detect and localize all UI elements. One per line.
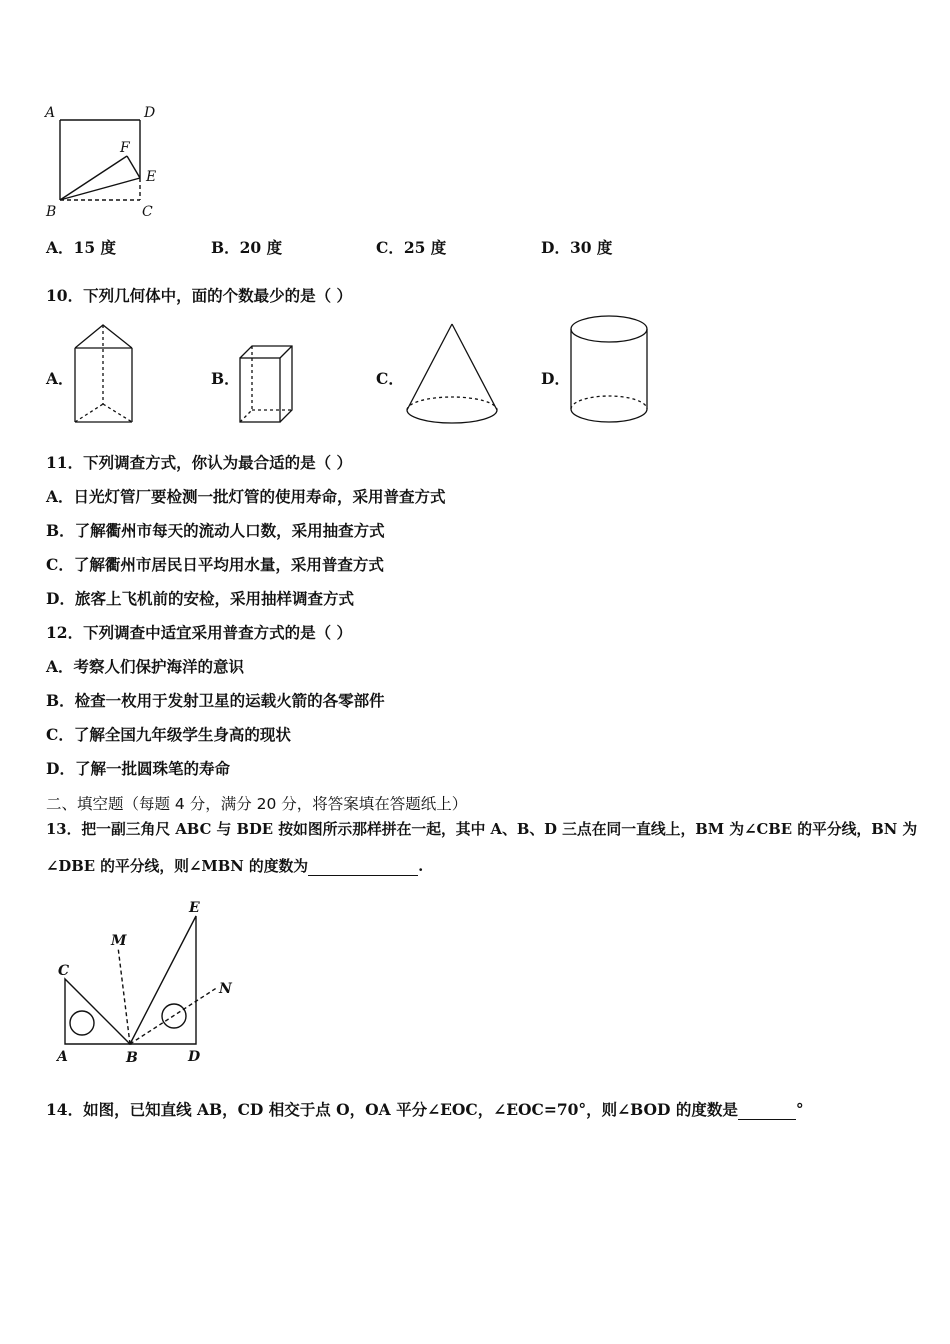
cone-figure	[400, 320, 504, 428]
rectangular-prism-figure	[234, 342, 300, 428]
q9-option-c: C．25 度	[376, 238, 447, 257]
q12-option-d: D．了解一批圆珠笔的寿命	[46, 759, 230, 778]
q14-text	[46, 1098, 804, 1120]
q9-label-E: E	[146, 169, 157, 185]
q10-option-b-label: B．	[211, 369, 240, 388]
q14-end: °	[795, 1100, 804, 1119]
q13-line2	[46, 855, 423, 876]
q11-option-b: B．了解衢州市每天的流动人口数，采用抽查方式	[46, 521, 385, 540]
q13-label-D: D	[188, 1049, 201, 1065]
q9-figure	[40, 98, 170, 223]
q13-label-C: C	[58, 963, 70, 979]
section-heading: 二、填空题（每题 4 分，满分 20 分，将答案填在答题纸上）	[46, 795, 468, 813]
q9-label-A: A	[45, 105, 56, 121]
q11-stem: 11．下列调查方式，你认为最合适的是（ ）	[46, 453, 352, 472]
cylinder-figure	[565, 310, 655, 430]
q13-label-E: E	[189, 900, 200, 916]
q12-option-a: A．考察人们保护海洋的意识	[46, 657, 245, 676]
q11-option-d: D．旅客上飞机前的安检，采用抽样调查方式	[46, 589, 354, 608]
q12-option-c: C．了解全国九年级学生身高的现状	[46, 725, 291, 744]
q13-label-N: N	[219, 981, 232, 997]
q14-answer-blank[interactable]	[738, 1100, 796, 1120]
q12-option-b: B．检查一枚用于发射卫星的运载火箭的各零部件	[46, 691, 385, 710]
q13-figure	[50, 895, 250, 1070]
q9-label-C: C	[142, 204, 153, 220]
q10-stem: 10．下列几何体中，面的个数最少的是（ ）	[46, 286, 352, 305]
q11-option-c: C．了解衢州市居民日平均用水量，采用普查方式	[46, 555, 384, 574]
q9-option-a: A．15 度	[46, 238, 116, 257]
q10-option-a-label: A．	[46, 369, 74, 388]
q9-label-F: F	[120, 140, 130, 156]
q10-option-d-label: D．	[541, 369, 570, 388]
q13-label-B: B	[126, 1050, 138, 1066]
q9-label-B: B	[46, 204, 57, 220]
q13-line1: 13．把一副三角尺 ABC 与 BDE 按如图所示那样拼在一起，其中 A、B、D 三点在同一直线上，BM 为∠CBE 的平分线，BN 为	[46, 821, 918, 838]
q13-line2-text: ∠DBE 的平分线，则∠MBN 的度数为	[46, 858, 309, 875]
q12-stem: 12．下列调查中适宜采用普查方式的是（ ）	[46, 623, 352, 642]
q10-option-c-label: C．	[376, 369, 404, 388]
q9-label-D: D	[144, 105, 156, 121]
q13-answer-blank[interactable]	[308, 858, 418, 876]
q14-stem: 14．如图，已知直线 AB，CD 相交于点 O，OA 平分∠EOC，∠EOC=70°，则∠BOD 的度数是	[46, 1100, 738, 1119]
q13-label-M: M	[111, 933, 127, 949]
q9-option-d: D．30 度	[541, 238, 613, 257]
q13-label-A: A	[57, 1049, 68, 1065]
q9-option-b: B．20 度	[211, 238, 283, 257]
q11-option-a: A．日光灯管厂要检测一批灯管的使用寿命，采用普查方式	[46, 487, 446, 506]
q13-line2-end: .	[418, 858, 424, 875]
triangular-prism-figure	[70, 322, 140, 428]
